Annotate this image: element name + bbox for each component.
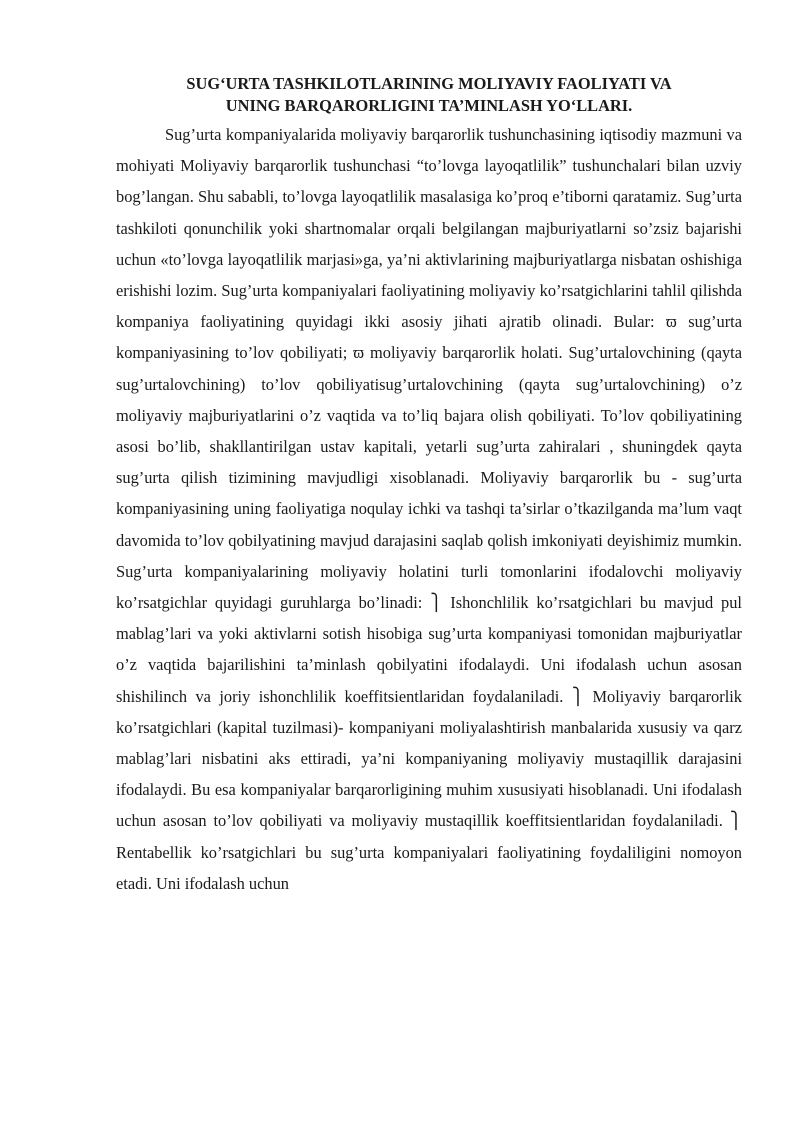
document-page — [116, 73, 742, 899]
body-paragraph — [116, 119, 742, 899]
document-title — [116, 73, 742, 117]
paragraph-text: Sug’urta kompaniyalarida moliyaviy barqarorlik tushunchasining iqtisodiy mazmuni va mohiyati Moliyaviy barqarorlik tushunchasi “to’lovga layoqatlilik” tushunchalari bilan uzviy bog’langan. Shu sababli, to’lovga layoqatlilik masalasiga ko’proq e’tiborni qaratamiz. Sug’urta tashkiloti qonunchilik yoki shartnomalar orqali belgilangan majburiyatlarni so’zsiz bajarishi uchun «to’lovga layoqatlilik marjasi»ga, ya’ni aktivlarining majburiyatlarga nisbatan oshishiga erishishi lozim. Sug’urta kompaniyalari faoliyatining moliyaviy ko’rsatgichlarini tahlil qilishda kompaniya faoliyatining quyidagi ikki asosiy jihati ajratib olinadi. Bular: ϖ sug’urta kompaniyasining to’lov qobiliyati; ϖ moliyaviy barqarorlik holati. Sug’urtalovchining (qayta sug’urtalovchining) to’lov qobiliyatisug’urtalovchining (qayta sug’urtalovchining) o’z moliyaviy majburiyatlarini o’z vaqtida va to’liq bajara olish qobiliyati. To’lov qobiliyatining asosi bo’lib, shakllantirilgan ustav kapitali, yetarli sug’urta zahiralari , shuningdek qayta sug’urta qilish tizimining mavjudligi xisoblanadi. Moliyaviy barqarorlik bu - sug’urta kompaniyasining uning faoliyatiga noqulay ichki va tashqi ta’sirlar o’tkazilganda ma’lum vaqt davomida to’lov qobilyatining mavjud darajasini saqlab qolish imkoniyati deyishimiz mumkin. Sug’urta kompaniyalarining moliyaviy holatini turli tomonlarini ifodalovchi moliyaviy ko’rsatgichlar quyidagi guruhlarga bo’linadi: ⎫ Ishonchlilik ko’rsatgichlari bu mavjud pul mablag’lari va yoki aktivlarni sotish hisobiga sug’urta kompaniyasi tomonidan majburiyatlar o’z vaqtida bajarilishini ta’minlash qobilyatini ifodalaydi. Uni ifodalash uchun asosan shishilinch va joriy ishonchlilik koeffitsientlaridan foydalaniladi. ⎫ Moliyaviy barqarorlik ko’rsatgichlari (kapital tuzilmasi)- kompaniyani moliyalashtirish manbalarida xususiy va qarz mablag’lari nisbatini aks ettiradi, ya’ni kompaniyaning moliyaviy mustaqillik darajasini ifodalaydi. Bu esa kompaniyalar barqarorligining muhim xususiyati hisoblanadi. Uni ifodalash uchun asosan to’lov qobiliyati va moliyaviy mustaqillik koeffitsientlaridan foydalaniladi. ⎫ Rentabellik ko’rsatgichlari bu sug’urta kompaniyalari faoliyatining foydaliligini nomoyon etadi. Uni ifodalash uchun — [116, 125, 742, 893]
title-line-1: SUG‘URTA TASHKILOTLARINING MOLIYAVIY FAOLIYATI VA — [186, 74, 672, 93]
title-line-2: UNING BARQARORLIGINI TA’MINLASH YO‘LLARI. — [225, 96, 633, 115]
